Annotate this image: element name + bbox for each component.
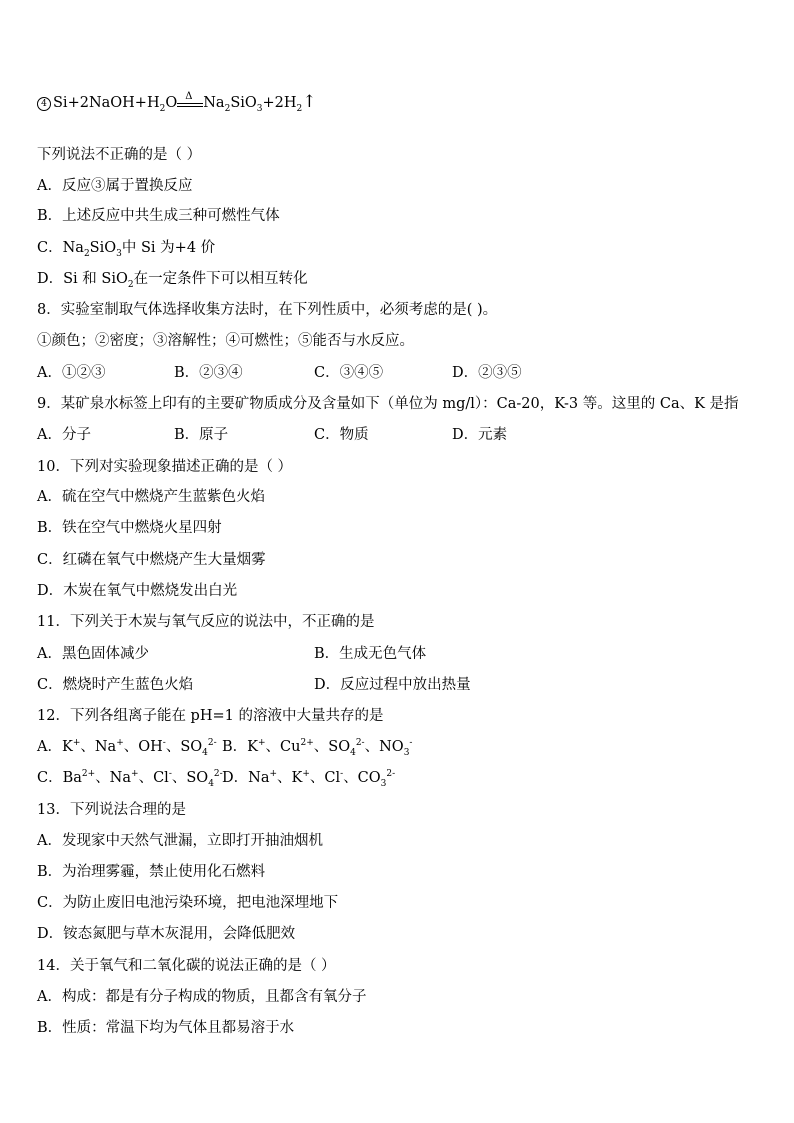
q10-stem: 10．下列对实验现象描述正确的是（ ） (37, 459, 293, 475)
q11-option-d: D．反应过程中放出热量 (314, 677, 471, 693)
q8-stem: 8．实验室制取气体选择收集方法时，在下列性质中，必须考虑的是( )。 (37, 302, 498, 318)
q8-option-c: C．③④⑤ (314, 365, 384, 381)
q11-option-c: C．燃烧时产生蓝色火焰 (37, 677, 194, 693)
q10-option-b: B．铁在空气中燃烧火星四射 (37, 520, 222, 536)
q8-option-d: D．②③⑤ (452, 365, 522, 381)
q7-option-a: A．反应③属于置换反应 (37, 178, 193, 194)
q14-stem: 14．关于氧气和二氧化碳的说法正确的是（ ） (37, 958, 336, 974)
q10-option-c: C．红磷在氧气中燃烧产生大量烟雾 (37, 552, 266, 568)
q7-stem: 下列说法不正确的是（ ） (37, 147, 202, 163)
q7-option-c: C．$Na_2SiO_3$中 Si 为+4 价 (37, 240, 216, 259)
q8-properties: ①颜色；②密度；③溶解性；④可燃性；⑤能否与水反应。 (37, 333, 414, 349)
q13-option-b: B．为治理雾霾，禁止使用化石燃料 (37, 864, 266, 880)
q12-option-d: D．Na+、K+、Cl-、$CO_3^{2-}$ (222, 769, 396, 789)
q9-option-a: A．分子 (37, 427, 91, 443)
q13-option-c: C．为防止废旧电池污染环境，把电池深埋地下 (37, 895, 339, 911)
q9-option-b: B．原子 (174, 427, 229, 443)
q12-option-a: A．K+、Na+、OH-、$SO_4^{2-}$ (37, 738, 217, 758)
q8-option-a: A．①②③ (37, 365, 106, 381)
q7-option-d: D．Si 和 SiO$_2$在一定条件下可以相互转化 (37, 271, 308, 290)
equation-4: 4 $Si+2NaOH+H_2O$ Δ $Na_2SiO_3+2H_2↑$ (37, 92, 317, 113)
q8-option-b: B．②③④ (174, 365, 243, 381)
q11-option-a: A．黑色固体减少 (37, 646, 149, 662)
gas-arrow: ↑ (302, 92, 317, 112)
q13-stem: 13．下列说法合理的是 (37, 802, 186, 818)
q12-option-c: C．$Ba^{2+}$、Na+、Cl-、$SO_4^{2-}$ (37, 769, 223, 789)
q11-option-b: B．生成无色气体 (314, 646, 427, 662)
q14-option-b: B．性质：常温下均为气体且都易溶于水 (37, 1020, 295, 1036)
q12-option-b: B．K+、$Cu^{2+}$、$SO_4^{2-}$、$NO_3^-$ (222, 738, 413, 758)
q9-option-c: C．物质 (314, 427, 369, 443)
q10-option-a: A．硫在空气中燃烧产生蓝紫色火焰 (37, 489, 265, 505)
q9-stem: 9．某矿泉水标签上印有的主要矿物质成分及含量如下（单位为 mg/l）：Ca-20，K-3 等。这里的 Ca、K 是指 (37, 396, 739, 412)
q9-option-d: D．元素 (452, 427, 508, 443)
q11-stem: 11．下列关于木炭与氧气反应的说法中，不正确的是 (37, 614, 375, 630)
q7-option-b: B．上述反应中共生成三种可燃性气体 (37, 208, 280, 224)
equation-number: 4 (37, 97, 51, 111)
q14-option-a: A．构成：都是有分子构成的物质，且都含有氧分子 (37, 989, 367, 1005)
q13-option-a: A．发现家中天然气泄漏，立即打开抽油烟机 (37, 833, 323, 849)
q13-option-d: D．铵态氮肥与草木灰混用，会降低肥效 (37, 926, 296, 942)
heat-condition-sign: Δ (177, 94, 203, 108)
q12-stem: 12．下列各组离子能在 pH=1 的溶液中大量共存的是 (37, 708, 384, 724)
q10-option-d: D．木炭在氧气中燃烧发出白光 (37, 583, 238, 599)
